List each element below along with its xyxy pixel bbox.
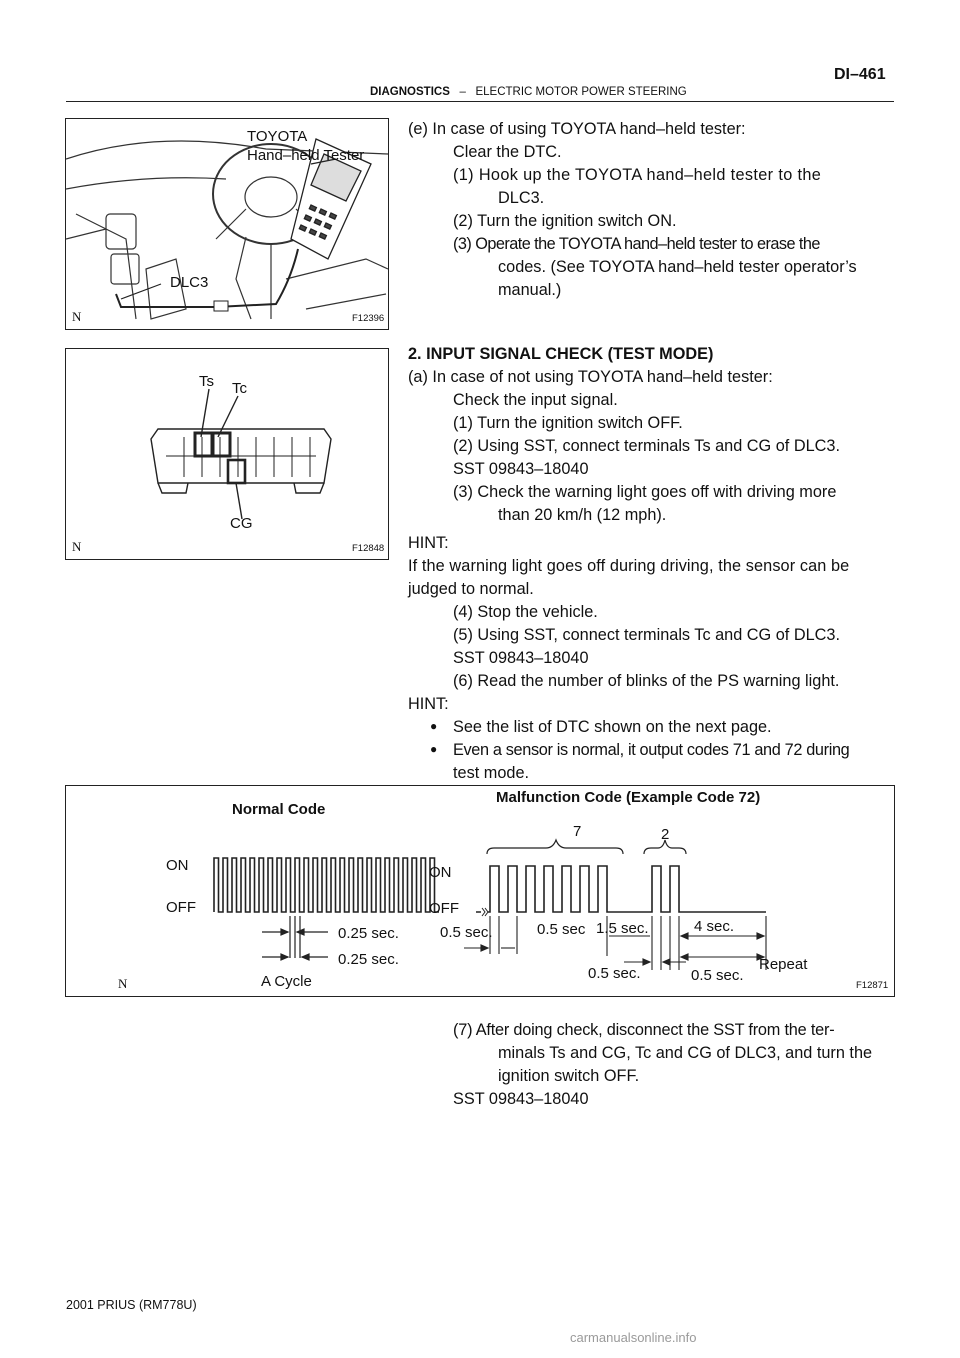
sst-number: SST 09843–18040 (453, 1090, 589, 1108)
duration-label: 4 sec. (694, 918, 735, 935)
model-footer: 2001 PRIUS (RM778U) (66, 1298, 197, 1312)
figure-dlc3-connector (65, 348, 389, 560)
hint-text: If the warning light goes off during driving, the sensor can be (408, 557, 850, 575)
tester-label-line1: TOYOTA (247, 128, 308, 145)
section-2-title: 2. INPUT SIGNAL CHECK (TEST MODE) (408, 345, 714, 363)
bullet-dot: ● (430, 719, 438, 733)
duration-label: 0.5 sec. (588, 965, 641, 982)
step-7-cont: ignition switch OFF. (498, 1067, 640, 1085)
duration-label: 0.5 sec. (691, 967, 744, 984)
malfunction-code-title: Malfunction Code (Example Code 72) (496, 789, 761, 806)
step-e-line: Clear the DTC. (453, 143, 562, 161)
north-mark: N (72, 539, 82, 554)
step-a-heading: (a) In case of not using TOYOTA hand–held tester: (408, 368, 773, 386)
page-number: DI–461 (834, 66, 886, 83)
step-e-1: (1) Hook up the TOYOTA hand–held tester to the (453, 166, 822, 184)
on-label: ON (166, 857, 189, 874)
north-mark: N (72, 309, 82, 324)
step-e-2: (2) Turn the ignition switch ON. (453, 212, 677, 230)
duration-label: 1.5 sec. (596, 920, 649, 937)
step-e-3-cont: manual.) (498, 281, 562, 299)
step-a-3-cont: than 20 km/h (12 mph). (498, 506, 667, 524)
digit-7-label: 7 (573, 823, 582, 840)
hint-bullet-cont: test mode. (453, 764, 530, 782)
sst-number: SST 09843–18040 (453, 460, 589, 478)
hint-label: HINT: (408, 534, 449, 552)
malfunction-code-waveform (476, 866, 766, 912)
figure-handheld-tester (65, 118, 389, 330)
normal-code-title: Normal Code (232, 801, 326, 818)
duration-label: 0.5 sec. (440, 924, 493, 941)
ts-label: Ts (199, 373, 214, 390)
bullet-dot: ● (430, 742, 438, 756)
dlc3-connector-diagram (66, 349, 388, 559)
hint-text: judged to normal. (408, 580, 534, 598)
dlc3-label: DLC3 (170, 274, 209, 291)
header-dash: – (459, 86, 466, 98)
normal-code-waveform (214, 858, 439, 912)
off-label: OFF (429, 900, 459, 917)
watermark: carmanualsonline.info (570, 1330, 697, 1345)
step-e-3-cont: codes. (See TOYOTA hand–held tester operator’s (498, 258, 857, 276)
hint-bullet: Even a sensor is normal, it output codes 71 and 72 during (453, 741, 850, 759)
cycle-label: A Cycle (261, 973, 312, 990)
digit-2-label: 2 (661, 826, 670, 843)
step-a-2: (2) Using SST, connect terminals Ts and CG of DLC3. (453, 437, 840, 455)
tester-label-line2: Hand–held Tester (247, 147, 365, 164)
sst-number: SST 09843–18040 (453, 649, 589, 667)
hint-bullet: See the list of DTC shown on the next page. (453, 718, 772, 736)
duration-label: 0.5 sec (537, 921, 586, 938)
on-label: ON (429, 864, 452, 881)
step-a-5: (5) Using SST, connect terminals Tc and CG of DLC3. (453, 626, 840, 644)
step-e-heading: (e) In case of using TOYOTA hand–held tester: (408, 120, 746, 138)
step-7: (7) After doing check, disconnect the SST from the ter- (453, 1021, 835, 1039)
duration-label: 0.25 sec. (338, 951, 399, 968)
step-e-1-cont: DLC3. (498, 189, 545, 207)
step-7-cont: minals Ts and CG, Tc and CG of DLC3, and turn the (498, 1044, 873, 1062)
step-a-6: (6) Read the number of blinks of the PS warning light. (453, 672, 840, 690)
cg-label: CG (230, 515, 253, 532)
repeat-label: Repeat (759, 956, 808, 973)
hint-label: HINT: (408, 695, 449, 713)
section-header (370, 86, 687, 98)
header-rule (66, 101, 894, 102)
off-label: OFF (166, 899, 196, 916)
subsection-title: ELECTRIC MOTOR POWER STEERING (475, 86, 687, 98)
figure-id: F12848 (352, 543, 385, 554)
step-a-4: (4) Stop the vehicle. (453, 603, 598, 621)
figure-blink-codes (65, 785, 895, 997)
duration-label: 0.25 sec. (338, 925, 399, 942)
figure-id: F12871 (856, 980, 889, 991)
step-a-line: Check the input signal. (453, 391, 618, 409)
step-a-1: (1) Turn the ignition switch OFF. (453, 414, 683, 432)
step-a-3: (3) Check the warning light goes off with driving more (453, 483, 837, 501)
step-e-3: (3) Operate the TOYOTA hand–held tester to erase the (453, 235, 820, 253)
figure-id: F12396 (352, 313, 385, 324)
section-title: DIAGNOSTICS (370, 86, 450, 98)
north-mark: N (118, 976, 128, 991)
tc-label: Tc (232, 380, 247, 397)
